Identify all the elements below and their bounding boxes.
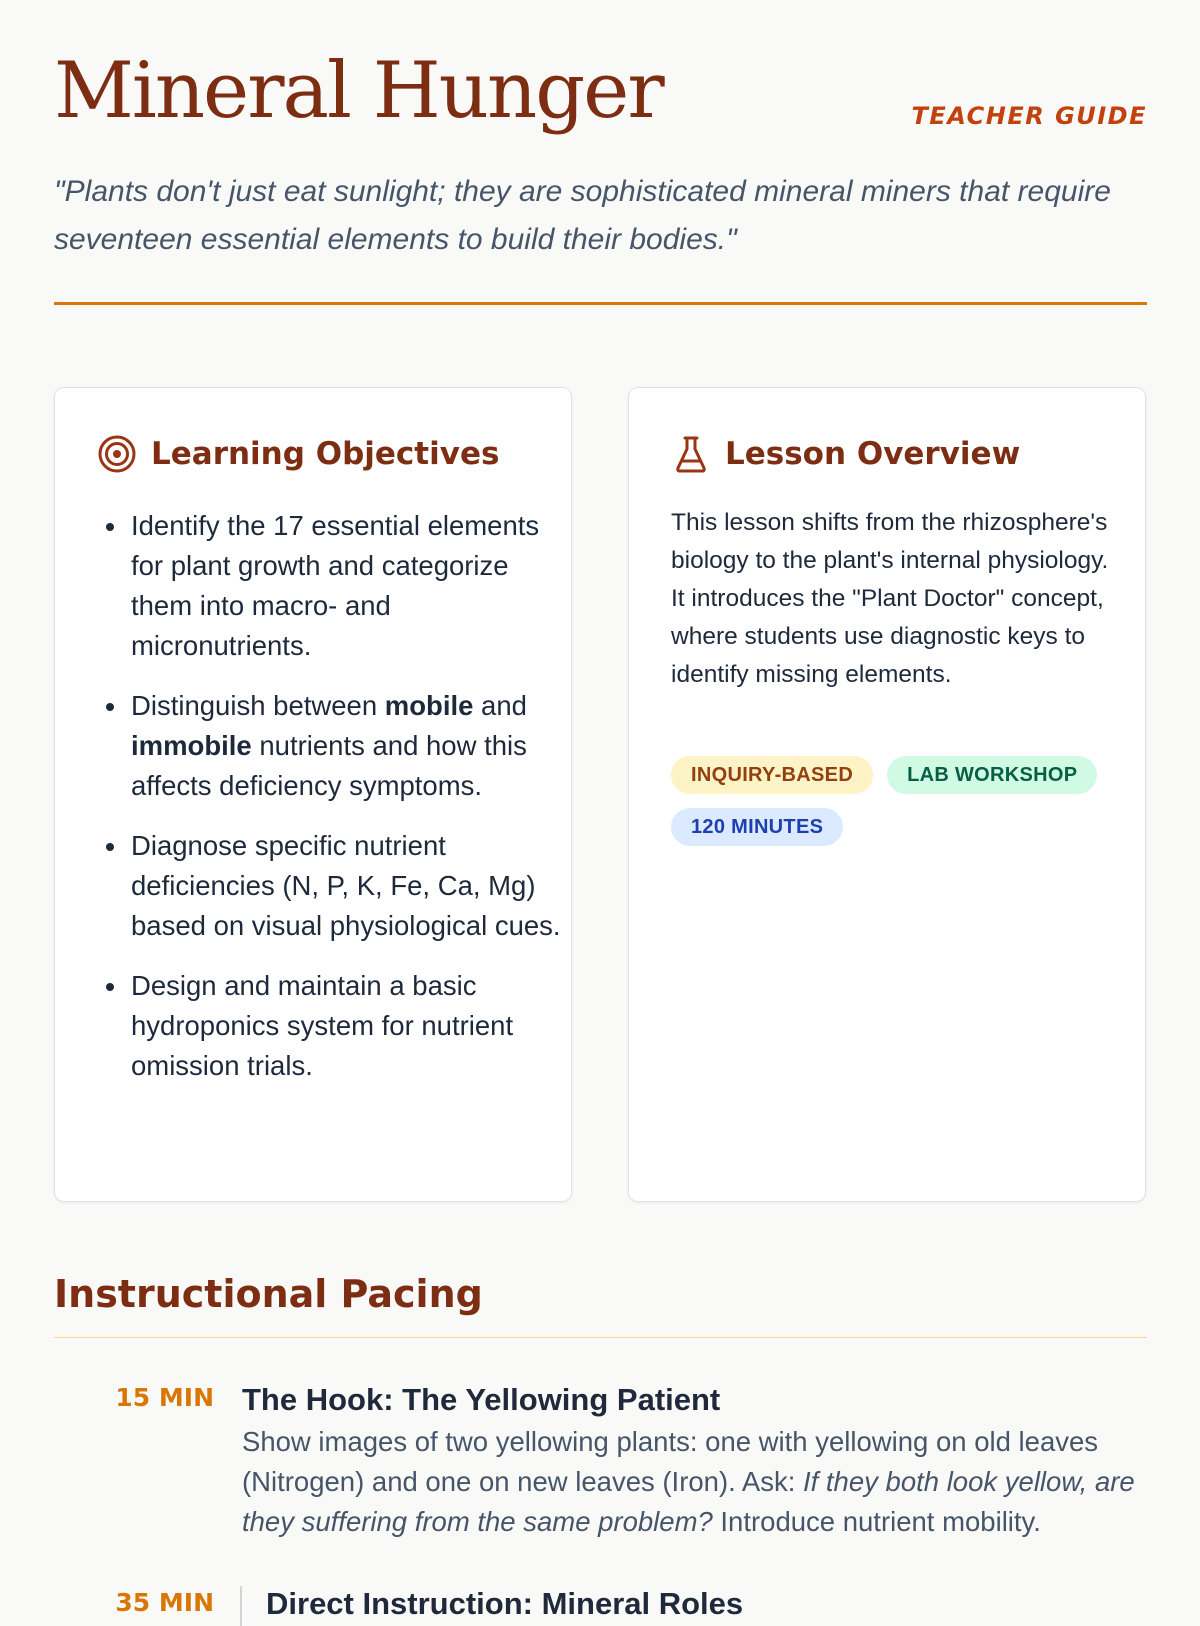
page-header — [54, 0, 1147, 150]
objective-item — [129, 686, 569, 806]
flask-icon — [671, 434, 711, 474]
lesson-overview-text: This lesson shifts from the rhizosphere's biology to the plant's internal physiology. It introduces the "Plant Doctor" concept, where students use diagnostic keys to identify missing elements. — [671, 509, 1109, 688]
objective-bold-term: mobile — [384, 690, 474, 721]
pacing-step-time: 15 MIN — [115, 1383, 214, 1412]
intro-quote: "Plants don't just eat sunlight; they are sophisticated mineral miners that require seventeen essential elements to build their bodies." — [54, 175, 1111, 256]
objective-text: Distinguish between — [131, 690, 385, 721]
pacing-desc-text: Introduce nutrient mobility. — [712, 1506, 1041, 1537]
pacing-step-time: 35 MIN — [115, 1588, 214, 1617]
learning-objectives-title: Learning Objectives — [151, 436, 500, 472]
page-title: Mineral Hunger — [54, 46, 663, 136]
objectives-list — [97, 506, 569, 1106]
pacing-section-title: Instructional Pacing — [54, 1272, 483, 1316]
objective-item: • Design and maintain a basic hydroponics system for nutrient omission trials. — [129, 966, 569, 1086]
pacing-step-body — [266, 1580, 1146, 1624]
objective-item: • Diagnose specific nutrient deficiencies (N, P, K, Fe, Ca, Mg) based on visual physiological cues. — [129, 826, 569, 946]
tag-lab-workshop: LAB WORKSHOP — [887, 756, 1097, 794]
lesson-tags — [671, 756, 1111, 846]
tag-duration: 120 MINUTES — [671, 808, 843, 846]
target-icon — [97, 434, 137, 474]
pacing-desc-text: Show images of two yellowing plants: one with yellowing on old leaves (Nitrogen) and one on new leaves (Iron). Ask: — [242, 1426, 1099, 1497]
pacing-step-title: The Hook: The Yellowing Patient — [242, 1382, 721, 1417]
guide-label: TEACHER GUIDE — [911, 102, 1147, 130]
pacing-divider — [54, 1337, 1147, 1338]
pacing-step-description — [242, 1422, 1147, 1542]
learning-objectives-card — [54, 387, 572, 1202]
pacing-desc-question: If they both look yellow, are they suffering from the same problem? — [242, 1466, 1135, 1537]
learning-objectives-header — [97, 434, 499, 474]
lesson-overview-card — [628, 387, 1146, 1202]
lesson-overview-header — [671, 434, 1020, 474]
lesson-overview-title: Lesson Overview — [725, 436, 1021, 472]
teacher-guide-page — [54, 0, 1147, 1621]
pacing-step-rule — [240, 1586, 242, 1626]
objective-text: nutrients and how this affects deficiency symptoms. — [131, 730, 527, 801]
header-divider — [54, 302, 1147, 305]
tag-inquiry-based: INQUIRY-BASED — [671, 756, 873, 794]
objective-bold-term: immobile — [131, 730, 252, 761]
pacing-step-body — [242, 1380, 1147, 1542]
objective-item: • Identify the 17 essential elements for plant growth and categorize them into macro- and micronutrients. — [129, 506, 569, 666]
objective-text: and — [473, 690, 527, 721]
pacing-step-title: Direct Instruction: Mineral Roles — [266, 1586, 744, 1621]
